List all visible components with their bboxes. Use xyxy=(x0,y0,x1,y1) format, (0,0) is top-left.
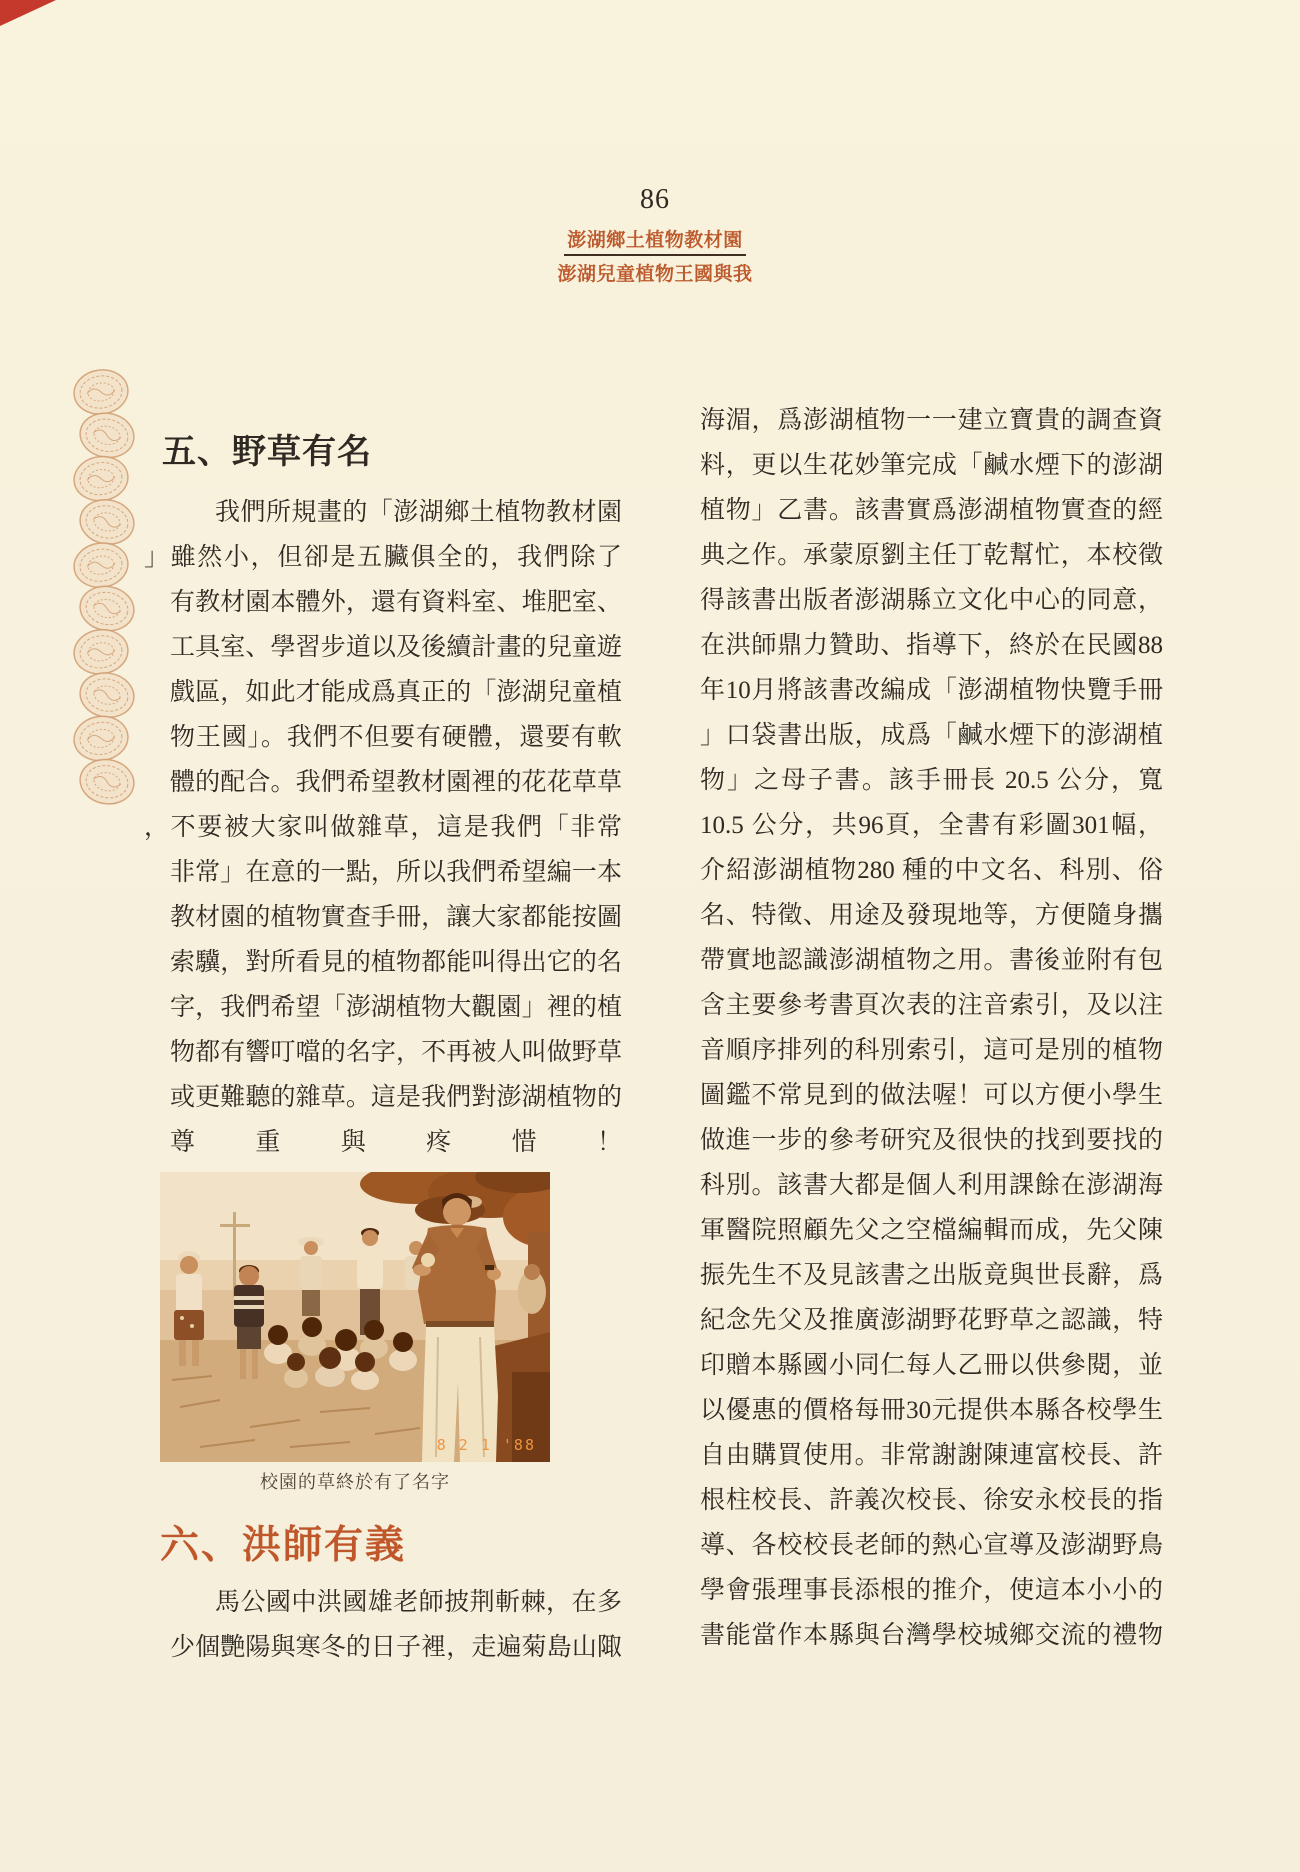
text-line: 尊重與疼惜！ xyxy=(170,1129,622,1156)
text-line: 音順序排列的科別索引，這可是別的植物 xyxy=(700,1037,1163,1064)
text-line: 帶實地認識澎湖植物之用。書後並附有包 xyxy=(700,947,1163,974)
section5-paragraph xyxy=(144,490,622,1165)
text-line: 料，更以生花妙筆完成「鹹水煙下的澎湖 xyxy=(700,452,1163,479)
text-line: 根柱校長、許義次校長、徐安永校長的指 xyxy=(700,1487,1163,1514)
text-line: 非常」在意的一點，所以我們希望編一本 xyxy=(170,859,622,886)
text-line: 振先生不及見該書之出版竟與世長辭，爲 xyxy=(700,1262,1163,1289)
text-line: 有教材園本體外，還有資料室、堆肥室、 xyxy=(170,589,622,616)
text-line: 索驥，對所看見的植物都能叫得出它的名 xyxy=(170,949,622,976)
section6-heading: 六、洪師有義 xyxy=(160,1524,407,1567)
page-number: 86 xyxy=(640,184,670,215)
text-line: 年10月將該書改編成「澎湖植物快覽手冊 xyxy=(700,677,1163,704)
text-line: 物」之母子書。該手冊長 20.5 公分，寬 xyxy=(700,767,1163,794)
text-line: 得該書出版者澎湖縣立文化中心的同意， xyxy=(700,587,1163,614)
corner-mark xyxy=(0,0,56,26)
text-line: 名、特徵、用途及發現地等，方便隨身攜 xyxy=(700,902,1163,929)
text-line: 介紹澎湖植物280 種的中文名、科別、俗 xyxy=(700,857,1163,884)
text-line: 體的配合。我們希望教材園裡的花花草草 xyxy=(170,769,622,796)
text-line: 導、各校校長老師的熱心宣導及澎湖野鳥 xyxy=(700,1532,1163,1559)
text-line: 做進一步的參考研究及很快的找到要找的 xyxy=(700,1127,1163,1154)
page-header xyxy=(0,184,1300,286)
medallion-chain-decoration xyxy=(66,366,142,812)
text-line: 物王國」。我們不但要有硬體，還要有軟 xyxy=(170,724,622,751)
text-line: ，不要被大家叫做雜草，這是我們「非常 xyxy=(144,814,622,841)
text-line: 物都有響叮噹的名字，不再被人叫做野草 xyxy=(170,1039,622,1066)
text-line: 學會張理事長添根的推介，使這本小小的 xyxy=(700,1577,1163,1604)
photo-caption: 校園的草終於有了名字 xyxy=(260,1472,450,1492)
text-line: 或更難聽的雜草。這是我們對澎湖植物的 xyxy=(170,1084,622,1111)
section6-paragraph xyxy=(170,1580,622,1670)
text-line: 紀念先父及推廣澎湖野花野草之認識，特 xyxy=(700,1307,1163,1334)
text-line: 教材園的植物實查手冊，讓大家都能按圖 xyxy=(170,904,622,931)
text-line: 馬公國中洪國雄老師披荆斬棘，在多 xyxy=(215,1589,622,1616)
text-line: 」口袋書出版，成爲「鹹水煙下的澎湖植 xyxy=(700,722,1163,749)
text-line: 含主要參考書頁次表的注音索引，及以注 xyxy=(700,992,1163,1019)
text-line: 10.5 公分，共96頁，全書有彩圖301幅， xyxy=(700,812,1163,839)
text-line: 植物」乙書。該書實爲澎湖植物實查的經 xyxy=(700,497,1163,524)
text-line: 典之作。承蒙原劉主任丁乾幫忙，本校徵 xyxy=(700,542,1163,569)
text-line: 工具室、學習步道以及後續計畫的兒童遊 xyxy=(170,634,622,661)
journal-title: 澎湖鄉土植物教材園 xyxy=(564,225,746,256)
text-line: 圖鑑不常見到的做法喔！可以方便小學生 xyxy=(700,1082,1163,1109)
section5-heading: 五、野草有名 xyxy=(162,434,372,471)
journal-subtitle: 澎湖兒童植物王國與我 xyxy=(557,264,753,285)
text-line: 書能當作本縣與台灣學校城鄉交流的禮物 xyxy=(700,1622,1163,1649)
photo xyxy=(160,1172,550,1462)
text-line: 字，我們希望「澎湖植物大觀園」裡的植 xyxy=(170,994,622,1021)
photo-illustration xyxy=(160,1172,550,1462)
text-line: 科別。該書大都是個人利用課餘在澎湖海 xyxy=(700,1172,1163,1199)
text-line: 我們所規畫的「澎湖鄉土植物教材園 xyxy=(215,499,622,526)
journal-title-row xyxy=(0,216,1300,256)
text-line: 以優惠的價格每冊30元提供本縣各校學生 xyxy=(700,1397,1163,1424)
photo-date-stamp: 8 2 1 '88 xyxy=(436,1436,536,1454)
text-line: 」雖然小，但卻是五臟俱全的，我們除了 xyxy=(144,544,622,571)
text-line: 印贈本縣國小同仁每人乙冊以供參閱，並 xyxy=(700,1352,1163,1379)
text-line: 戲區，如此才能成爲真正的「澎湖兒童植 xyxy=(170,679,622,706)
right-column-paragraph xyxy=(700,398,1163,1658)
text-line: 自由購買使用。非常謝謝陳連富校長、許 xyxy=(700,1442,1163,1469)
text-line: 在洪師鼎力贊助、指導下，終於在民國88 xyxy=(700,632,1163,659)
text-line: 海湄，爲澎湖植物一一建立寶貴的調查資 xyxy=(700,407,1163,434)
text-line: 軍醫院照顧先父之空檔編輯而成，先父陳 xyxy=(700,1217,1163,1244)
text-line: 少個艷陽與寒冬的日子裡，走遍菊島山陬 xyxy=(170,1634,622,1661)
